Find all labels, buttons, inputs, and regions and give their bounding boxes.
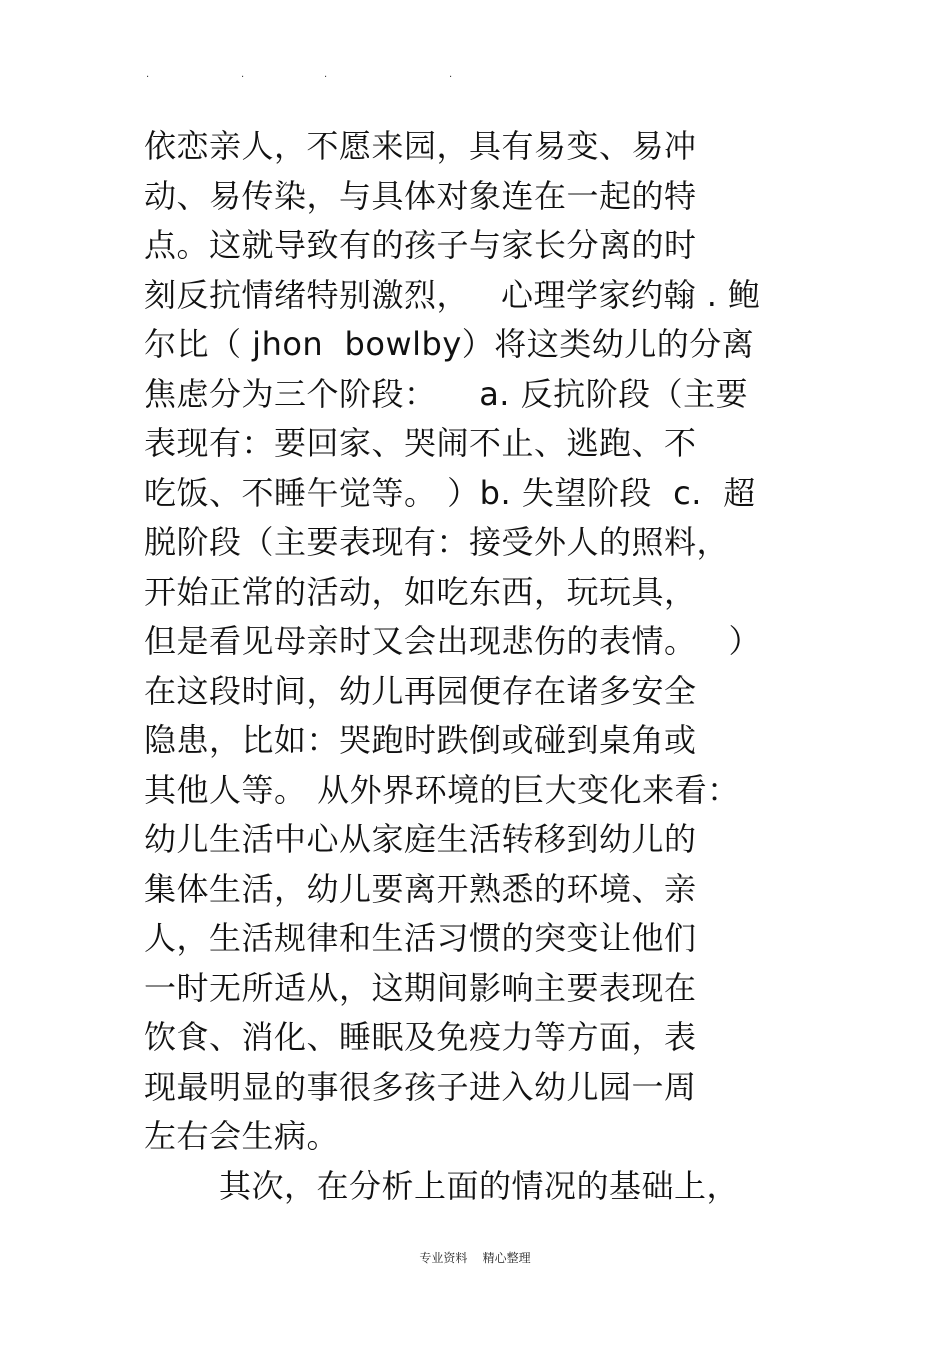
document-body — [144, 122, 824, 1211]
text-line: 人，生活规律和生活习惯的突变让他们 — [144, 919, 697, 957]
text-line: 脱阶段（主要表现有：接受外人的照料， — [144, 523, 730, 561]
text-line: 但是看见母亲时又会出现悲伤的表情。 ） — [144, 622, 762, 660]
text-line: 焦虑分为三个阶段： a. 反抗阶段（主要 — [144, 374, 749, 413]
text-line: 隐患，比如：哭跑时跌倒或碰到桌角或 — [144, 721, 697, 759]
text-line: 现最明显的事很多孩子进入幼儿园一周 — [144, 1067, 697, 1106]
header-marks — [0, 70, 950, 90]
text-line: 表现有：要回家、哭闹不止、逃跑、不 — [144, 424, 697, 462]
text-line: 饮食、消化、睡眠及免疫力等方面，表 — [144, 1018, 697, 1056]
text-line: 一时无所适从，这期间影响主要表现在 — [144, 968, 697, 1007]
page-footer: 专业资料 精心整理 — [419, 1251, 531, 1265]
text-line: 点。这就导致有的孩子与家长分离的时 — [144, 226, 697, 264]
text-line: 左右会生病。 — [144, 1117, 340, 1155]
next-paragraph-first-line: 其次，在分析上面的情况的基础上， — [219, 1166, 740, 1205]
text-line: 集体生活，幼儿要离开熟悉的环境、亲 — [144, 869, 697, 908]
text-line: 其他人等。 从外界环境的巨大变化来看： — [144, 770, 740, 809]
text-line: 依恋亲人，不愿来园，具有易变、易冲 — [144, 127, 697, 165]
text-line: 吃饭、不睡午觉等。 ）b. 失望阶段 c. 超 — [144, 473, 756, 512]
text-line: 刻反抗情绪特别激烈， 心理学家约翰 . 鲍 — [144, 275, 761, 314]
text-line: 动、易传染，与具体对象连在一起的特 — [144, 176, 697, 215]
text-line: 尔比（ jhon bowlby）将这类幼儿的分离 — [144, 325, 755, 363]
text-line: 幼儿生活中心从家庭生活转移到幼儿的 — [144, 820, 697, 858]
header-dot: . — [146, 69, 150, 80]
header-dot: . — [241, 69, 245, 80]
text-line: 在这段时间，幼儿再园便存在诸多安全 — [144, 671, 697, 710]
text-line: 开始正常的活动，如吃东西，玩玩具， — [144, 572, 697, 611]
header-dot: . — [324, 69, 328, 80]
header-dot: . — [449, 69, 453, 80]
